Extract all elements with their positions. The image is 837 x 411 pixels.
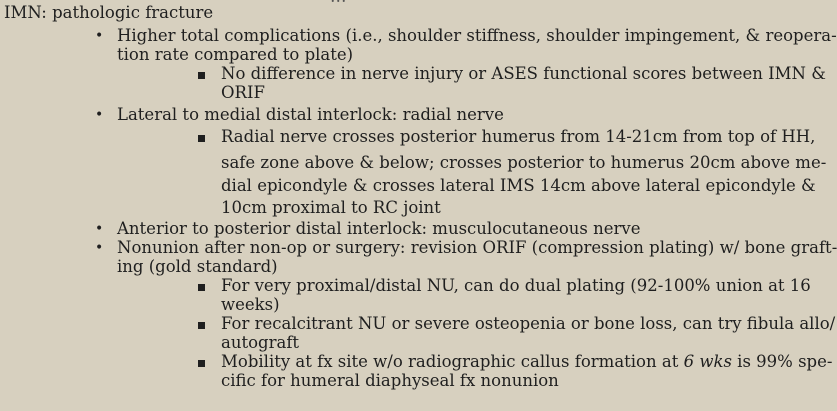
square-bullet bbox=[198, 284, 205, 291]
item-2-sub-1-line-3: dial epicondyle & crosses lateral IMS 14cm above lateral epicondyle & bbox=[221, 176, 816, 195]
bullet-dot: • bbox=[95, 240, 104, 256]
item-2-sub-1-line-2: safe zone above & below; crosses posterior to humerus 20cm above me- bbox=[221, 153, 827, 172]
section-heading: IMN: pathologic fracture bbox=[4, 3, 214, 22]
item-1-sub-1-line-1: No difference in nerve injury or ASES functional scores between IMN & bbox=[221, 64, 826, 83]
item-4-sub-3-text-b: is 99% spe- bbox=[731, 352, 833, 371]
item-4-line-2: ing (gold standard) bbox=[117, 257, 278, 276]
cut-off-text bbox=[330, 0, 347, 6]
item-4-line-1: Nonunion after non-op or surgery: revision ORIF (compression plating) w/ bone graft- bbox=[117, 238, 837, 257]
item-4-sub-3-line-2: cific for humeral diaphyseal fx nonunion bbox=[221, 371, 559, 390]
italic-duration: 6 wks bbox=[683, 352, 732, 371]
item-4-sub-3-text-a: Mobility at fx site w/o radiographic callus formation at bbox=[221, 352, 684, 371]
item-2-sub-1-line-4: 10cm proximal to RC joint bbox=[221, 198, 441, 217]
item-2-sub-1-line-1: Radial nerve crosses posterior humerus from 14-21cm from top of HH, bbox=[221, 127, 816, 146]
item-1-line-1: Higher total complications (i.e., shoulder stiffness, shoulder impingement, & reopera- bbox=[117, 26, 837, 45]
bullet-dot: • bbox=[95, 107, 104, 123]
bullet-dot: • bbox=[95, 221, 104, 237]
item-4-sub-2-line-1: For recalcitrant NU or severe osteopenia or bone loss, can try fibula allo/ bbox=[221, 314, 836, 333]
square-bullet bbox=[198, 72, 205, 79]
item-4-sub-2-line-2: autograft bbox=[221, 333, 300, 352]
square-bullet bbox=[198, 360, 205, 367]
bullet-dot: • bbox=[95, 28, 104, 44]
square-bullet bbox=[198, 135, 205, 142]
item-2-line-1: Lateral to medial distal interlock: radial nerve bbox=[117, 105, 504, 124]
item-4-sub-3-line-1 bbox=[221, 352, 832, 372]
item-4-sub-1-line-2: weeks) bbox=[221, 295, 280, 314]
item-4-sub-1-line-1: For very proximal/distal NU, can do dual plating (92-100% union at 16 bbox=[221, 276, 811, 295]
item-3-line-1: Anterior to posterior distal interlock: musculocutaneous nerve bbox=[117, 219, 641, 238]
item-1-line-2: tion rate compared to plate) bbox=[117, 45, 354, 64]
square-bullet bbox=[198, 322, 205, 329]
item-1-sub-1-line-2: ORIF bbox=[221, 83, 265, 102]
